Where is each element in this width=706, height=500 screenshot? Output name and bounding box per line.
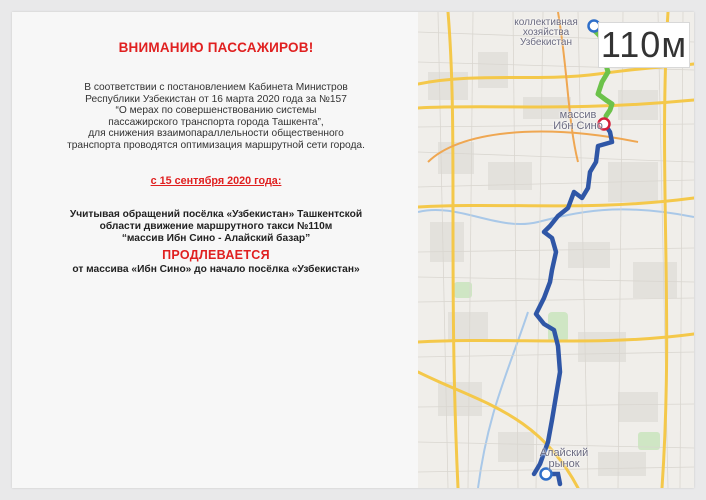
notice-detail-line: Учитывая обращений посёлка «Узбекистан» Ташкентской	[69, 209, 363, 220]
stop-south-line: рынок	[548, 458, 580, 470]
notice-body-line: пассажирского транспорта города Ташкента”,	[108, 116, 324, 128]
notice-body-line: “О мерах по совершенствованию системы	[115, 105, 317, 117]
stop-north-line: хозяйства	[522, 27, 570, 38]
route-extended-label: ПРОДЛЕВАЕТСЯ	[162, 248, 270, 262]
route-map	[418, 12, 694, 488]
stop-middle-label	[550, 110, 606, 132]
notice-detail-line: области движение маршрутного такси №110м	[99, 220, 333, 232]
notice-body-line: Республики Узбекистан от 16 марта 2020 года за №157	[85, 93, 347, 105]
route-number-badge	[598, 22, 690, 68]
effective-date: с 15 сентября 2020 года:	[150, 175, 282, 187]
notice-detail-line: “массив Ибн Сино - Алайский базар”	[121, 232, 311, 244]
notice-heading: ВНИМАНИЮ ПАССАЖИРОВ!	[118, 40, 314, 55]
stop-south-label	[534, 448, 594, 470]
stop-middle-line: Ибн Сино	[553, 120, 603, 132]
notice-body	[22, 82, 410, 152]
map-canvas	[418, 12, 694, 488]
notice-text-panel	[12, 12, 420, 488]
extension-description: от массива «Ибн Сино» до начало посёлка «Узбекистан»	[72, 264, 360, 275]
stop-south-line: Алайский	[539, 447, 589, 459]
notice-detail	[22, 209, 410, 244]
notice-body-line: В соответствии с постановлением Кабинета Министров	[84, 82, 348, 93]
stop-north-line: коллективная	[514, 17, 578, 28]
stop-south-marker	[541, 469, 552, 480]
stop-north-label	[498, 18, 594, 48]
notice-body-line: транспорта проводятся оптимизация маршрутной сети города.	[67, 139, 365, 151]
notice-body-line: для снижения взаимопараллельности общественного	[88, 128, 344, 140]
stop-middle-line: массив	[559, 109, 597, 121]
route-number: 110м	[600, 24, 688, 65]
notice-poster	[12, 12, 694, 488]
stop-north-line: Узбекистан	[520, 37, 572, 48]
